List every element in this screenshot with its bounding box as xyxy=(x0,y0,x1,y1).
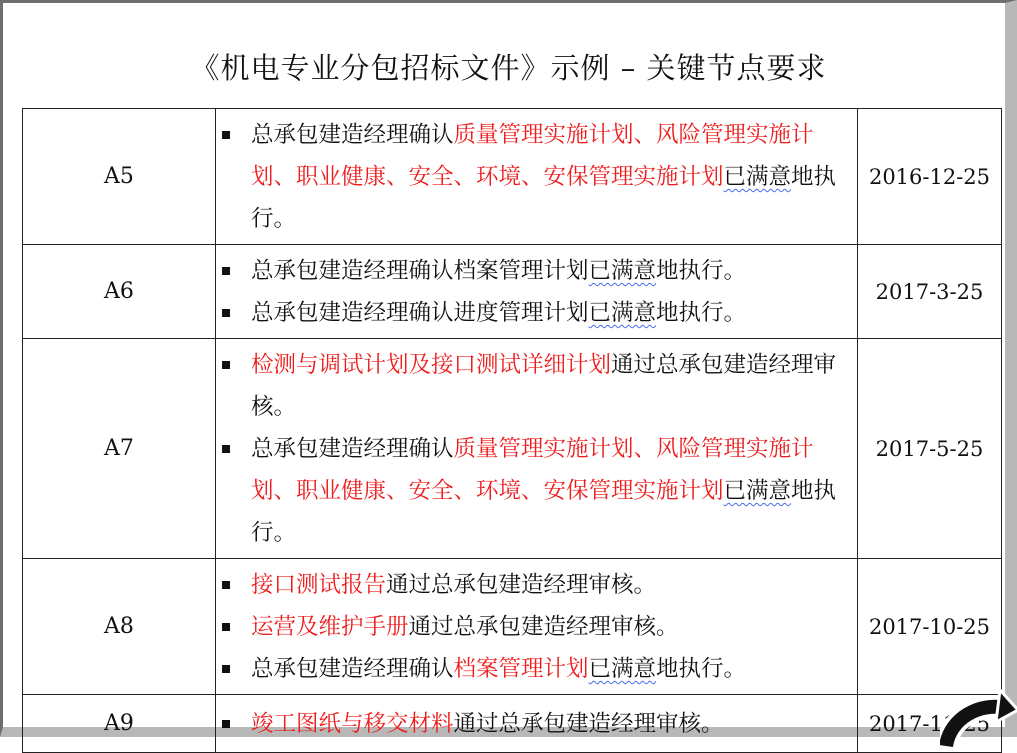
square-bullet-icon xyxy=(222,720,230,728)
requirement-text: 总承包建造经理确认 xyxy=(251,436,454,462)
requirement-text: 地执行。 xyxy=(656,656,747,682)
square-bullet-icon xyxy=(222,665,230,673)
square-bullet-icon xyxy=(222,623,230,631)
milestone-table-body xyxy=(23,109,1002,753)
highlighted-text: 质量管理实施计划、风险管理实施计划、职业健康、安全、环境、安保管理实施计划 xyxy=(251,122,814,190)
requirement-list xyxy=(216,559,857,694)
milestone-row xyxy=(23,109,1002,245)
square-bullet-icon xyxy=(222,581,230,589)
milestone-row xyxy=(23,695,1002,753)
requirement-text: 地执行。 xyxy=(656,258,747,284)
spellcheck-underlined-text: 已满意 xyxy=(723,164,792,190)
spellcheck-underlined-text: 已满意 xyxy=(588,656,657,682)
requirement-item xyxy=(216,703,857,745)
requirement-text: 地执行。 xyxy=(251,164,837,232)
milestone-row xyxy=(23,559,1002,695)
square-bullet-icon xyxy=(222,309,230,317)
slide-title: 《机电专业分包招标文件》示例 – 关键节点要求 xyxy=(190,51,827,85)
square-bullet-icon xyxy=(222,267,230,275)
milestone-date: 2017-10-25 xyxy=(858,559,1002,695)
requirement-text: 总承包建造经理确认档案管理计划 xyxy=(251,258,589,284)
highlighted-text: 竣工图纸与移交材料 xyxy=(251,711,454,737)
milestone-date: 2016-12-25 xyxy=(858,109,1002,245)
milestone-requirements xyxy=(216,109,858,245)
requirement-item xyxy=(216,428,857,554)
requirement-list xyxy=(216,109,857,244)
highlighted-text: 档案管理计划 xyxy=(453,656,589,682)
requirement-item xyxy=(216,648,857,690)
requirement-text: 通过总承包建造经理审核。 xyxy=(453,711,724,737)
milestone-date: 2017-11-25 xyxy=(858,695,1002,753)
milestone-code: A9 xyxy=(23,695,216,753)
page-turn-arrow-icon[interactable] xyxy=(940,668,1017,748)
highlighted-text: 检测与调试计划及接口测试详细计划 xyxy=(251,352,612,378)
requirement-item xyxy=(216,292,857,334)
requirement-text: 地执行。 xyxy=(251,478,837,546)
requirement-item xyxy=(216,114,857,240)
requirement-text: 通过总承包建造经理审核。 xyxy=(408,614,679,640)
milestone-code: A5 xyxy=(23,109,216,245)
milestone-date: 2017-3-25 xyxy=(858,245,1002,339)
requirement-text: 总承包建造经理确认 xyxy=(251,656,454,682)
requirement-text: 通过总承包建造经理审核。 xyxy=(251,352,837,420)
highlighted-text: 运营及维护手册 xyxy=(251,614,409,640)
requirement-item xyxy=(216,344,857,428)
milestone-code: A7 xyxy=(23,339,216,559)
requirement-text: 通过总承包建造经理审核。 xyxy=(386,572,657,598)
milestone-requirements xyxy=(216,695,858,753)
requirement-item xyxy=(216,564,857,606)
milestone-row xyxy=(23,339,1002,559)
spellcheck-underlined-text: 已满意 xyxy=(588,300,657,326)
highlighted-text: 质量管理实施计划、风险管理实施计划、职业健康、安全、环境、安保管理实施计划 xyxy=(251,436,814,504)
spellcheck-underlined-text: 已满意 xyxy=(588,258,657,284)
square-bullet-icon xyxy=(222,361,230,369)
milestone-requirements xyxy=(216,245,858,339)
requirement-item xyxy=(216,250,857,292)
requirement-text: 总承包建造经理确认进度管理计划 xyxy=(251,300,589,326)
requirement-list xyxy=(216,339,857,558)
requirement-list xyxy=(216,245,857,338)
requirement-text: 地执行。 xyxy=(656,300,747,326)
requirement-item xyxy=(216,606,857,648)
spellcheck-underlined-text: 已满意 xyxy=(723,478,792,504)
milestone-table xyxy=(22,108,1002,753)
requirement-list xyxy=(216,698,857,749)
highlighted-text: 接口测试报告 xyxy=(251,572,387,598)
milestone-code: A6 xyxy=(23,245,216,339)
milestone-requirements xyxy=(216,559,858,695)
milestone-date: 2017-5-25 xyxy=(858,339,1002,559)
square-bullet-icon xyxy=(222,131,230,139)
square-bullet-icon xyxy=(222,445,230,453)
milestone-row xyxy=(23,245,1002,339)
requirement-text: 总承包建造经理确认 xyxy=(251,122,454,148)
milestone-code: A8 xyxy=(23,559,216,695)
milestone-requirements xyxy=(216,339,858,559)
